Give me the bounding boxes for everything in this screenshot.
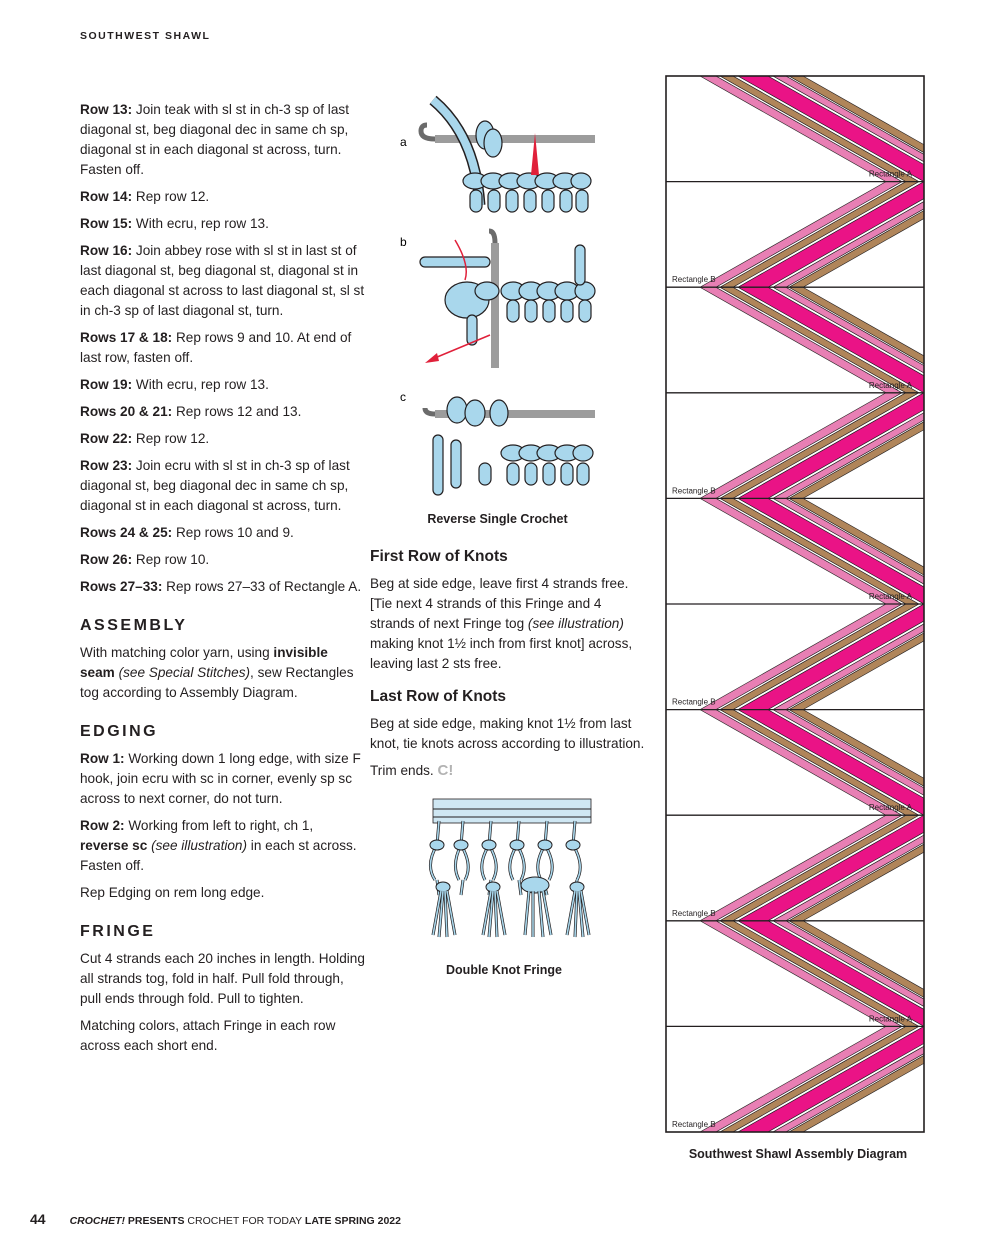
row-instruction: Row 15: With ecru, rep row 13. (80, 216, 269, 231)
footer-brand: CROCHET! (69, 1215, 125, 1227)
edging-row-2: Row 2: Working from left to right, ch 1, reverse sc (see illustration) in each st across. Fasten off. (80, 818, 357, 873)
reverse-single-crochet-illustration (395, 95, 605, 500)
edging-repeat: Rep Edging on rem long edge. (80, 885, 265, 900)
assembly-heading: ASSEMBLY (80, 617, 188, 634)
instructions-column-2 (370, 548, 645, 788)
rectangle-label: Rectangle B (672, 486, 716, 496)
footer-presents: PRESENTS (125, 1215, 185, 1227)
rectangle-label: Rectangle A (868, 592, 912, 601)
rectangle-label: Rectangle B (672, 697, 716, 707)
diagram-caption: Southwest Shawl Assembly Diagram (688, 1147, 908, 1161)
rectangle-label: Rectangle B (672, 275, 716, 285)
row-instruction: Rows 24 & 25: Rep rows 10 and 9. (80, 525, 294, 540)
instructions-column-1 (80, 100, 365, 1063)
rsc-caption: Reverse Single Crochet (427, 512, 568, 526)
fringe-text-1: Cut 4 strands each 20 inches in length. Holding all strands tog, fold in half. Pull fold through, pull ends through fold. Pull to tighten. (80, 951, 365, 1006)
rectangle-label: Rectangle A (868, 803, 912, 813)
last-row-heading: Last Row of Knots (370, 688, 507, 705)
row-instruction: Rows 17 & 18: Rep rows 9 and 10. At end of last row, fasten off. (80, 330, 352, 365)
first-row-heading: First Row of Knots (370, 548, 508, 565)
end-mark-logo: C! (437, 762, 454, 779)
chevron-stripes (666, 74, 928, 1136)
running-header: SOUTHWEST SHAWL (80, 30, 211, 42)
fringe-heading: FRINGE (80, 923, 156, 940)
fringe-caption: Double Knot Fringe (446, 963, 562, 977)
footer-title: CROCHET FOR TODAY (184, 1215, 305, 1227)
rectangle-label: Rectangle A (868, 1014, 912, 1024)
trim-ends-text: Trim ends. C! (370, 762, 454, 779)
assembly-diagram (664, 74, 928, 1136)
step-a-label: a (400, 135, 407, 149)
page-footer (30, 1211, 401, 1227)
step-a-illustration (400, 100, 595, 212)
row-instructions (80, 100, 365, 597)
rectangle-label: Rectangle B (672, 908, 716, 918)
page-number: 44 (30, 1211, 46, 1227)
last-row-text: Beg at side edge, making knot 1½ from last knot, tie knots across according to illustration. (370, 716, 645, 751)
first-row-text: Beg at side edge, leave first 4 strands free. [Tie next 4 strands of this Fringe and 4 strands of next Fringe tog (see illustration) making knot 1½ inch from first knot] across, leaving last 2 sts free. (370, 576, 633, 671)
row-instruction: Row 23: Join ecru with sl st in ch-3 sp of last diagonal st, beg diagonal dec in same ch sp, diagonal st in each diagonal st across, turn. (80, 458, 350, 513)
row-instruction: Row 26: Rep row 10. (80, 552, 210, 567)
step-b-illustration (400, 231, 595, 368)
row-instruction: Row 16: Join abbey rose with sl st in last st of last diagonal st, beg diagonal st, diagonal st in each diagonal st across to last diagonal st, sl st in ch-3 sp of last diagonal st, turn. (80, 243, 365, 318)
assembly-text: With matching color yarn, using invisible seam (see Special Stitches), sew Rectangles tog according to Assembly Diagram. (80, 645, 354, 700)
rectangle-label: Rectangle B (672, 1120, 716, 1129)
rectangle-label: Rectangle A (868, 169, 912, 179)
row-instruction: Row 19: With ecru, rep row 13. (80, 377, 269, 392)
step-c-illustration (400, 390, 595, 495)
step-b-label: b (400, 235, 407, 249)
row-instruction: Row 14: Rep row 12. (80, 189, 210, 204)
step-c-label: c (400, 390, 406, 404)
footer-issue: LATE SPRING 2022 (304, 1215, 401, 1227)
edging-row-1: Row 1: Working down 1 long edge, with size F hook, join ecru with sc in corner, evenly sp sc across to next corner, do not turn. (80, 751, 361, 806)
rectangle-label: Rectangle A (868, 380, 912, 390)
edging-heading: EDGING (80, 723, 159, 740)
row-instruction: Rows 27–33: Rep rows 27–33 of Rectangle A. (80, 579, 362, 594)
row-instruction: Rows 20 & 21: Rep rows 12 and 13. (80, 404, 302, 419)
row-instruction: Row 22: Rep row 12. (80, 431, 210, 446)
fringe-text-2: Matching colors, attach Fringe in each row across each short end. (80, 1018, 336, 1053)
double-knot-fringe-illustration (415, 795, 595, 955)
row-instruction: Row 13: Join teak with sl st in ch-3 sp of last diagonal st, beg diagonal dec in same ch sp, diagonal st in each diagonal st across, turn. Fasten off. (80, 102, 349, 177)
